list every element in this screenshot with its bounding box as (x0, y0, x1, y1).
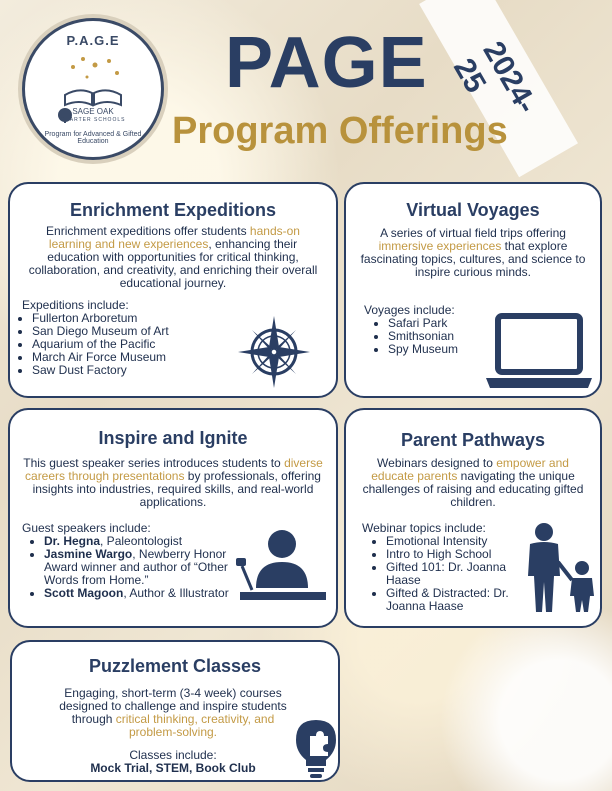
class-list: Mock Trial, STEM, Book Club (90, 761, 256, 775)
compass-rose-icon (236, 314, 312, 390)
speaker-name: Dr. Hegna (44, 534, 101, 548)
page-subtitle: Program Offerings (172, 110, 508, 152)
desc-highlight: immersive experiences (378, 239, 502, 253)
list-lead: Classes include: (129, 748, 217, 762)
card-description (358, 227, 588, 279)
card-title: Virtual Voyages (406, 200, 540, 220)
list-lead: Webinar topics include: (362, 521, 486, 535)
list-item: • Saw Dust Factory (32, 364, 336, 377)
card-title: Puzzlement Classes (88, 656, 262, 676)
logo-school-sub: CHARTER SCHOOLS (60, 117, 126, 123)
list-item: • Intro to High School (386, 548, 536, 561)
list-item: • Emotional Intensity (386, 535, 536, 548)
card-title: Inspire and Ignite (98, 428, 248, 448)
list-item: • Aquarium of the Pacific (32, 338, 336, 351)
list-item: • Smithsonian (388, 330, 600, 343)
list-lead: Voyages include: (364, 303, 455, 317)
list-lead: Expeditions include: (22, 298, 129, 312)
page-title: PAGE (225, 23, 428, 103)
card-description (24, 225, 322, 290)
page-logo (22, 18, 164, 160)
parent-child-icon (522, 522, 600, 614)
desc-highlight: diverse careers through presentations (25, 456, 323, 483)
list-item (44, 587, 234, 600)
card-title: Enrichment Expeditions (69, 200, 277, 220)
webinar-list (346, 535, 536, 613)
card-virtual-voyages (344, 182, 602, 398)
speaker-podium-icon (226, 528, 326, 612)
list-lead: Guest speakers include: (22, 521, 151, 535)
speaker-info: , Newberry Honor Award winner and author of “Other Words from Home.” (44, 547, 228, 587)
speaker-name: Scott Magoon (44, 586, 124, 600)
speaker-list (10, 535, 234, 600)
list-item: • Safari Park (388, 317, 600, 330)
speaker-name: Jasmine Wargo (44, 547, 133, 561)
desc-text: This guest speaker series introduces students to (23, 456, 285, 470)
card-enrichment-expeditions (8, 182, 338, 398)
list-item: • Gifted 101: Dr. Joanna Haase (386, 561, 536, 587)
list-item: • Spy Museum (388, 343, 600, 356)
desc-text: navigating the unique challenges of raising and educating gifted children. (362, 469, 584, 509)
card-description (52, 687, 294, 739)
lightbulb-puzzle-icon (292, 718, 340, 780)
list-item: • Gifted & Distracted: Dr. Joanna Haase (386, 587, 536, 613)
list-item: • San Diego Museum of Art (32, 325, 336, 338)
speaker-info: , Paleontologist (100, 534, 183, 548)
desc-highlight: critical thinking, creativity, and problem-solving. (115, 712, 275, 739)
desc-text: by professionals, offering insights into industries, required skills, and real-world applications. (32, 469, 321, 509)
card-inspire-ignite (8, 408, 338, 628)
list-item (44, 548, 234, 587)
list-item: • March Air Force Museum (32, 351, 336, 364)
card-title: Parent Pathways (400, 430, 546, 450)
desc-text: Enrichment expeditions offer students (46, 224, 247, 238)
card-parent-pathways (344, 408, 602, 628)
desc-text: that explore fascinating topics, cultures, and science to inspire curious minds. (360, 239, 586, 279)
desc-highlight: hands-on learning and new experiences (48, 224, 300, 251)
desc-text: Engaging, short-term (3-4 week) courses designed to challenge and inspire students through (59, 686, 287, 726)
card-description (20, 457, 326, 509)
school-year: 2024-25 (446, 36, 544, 119)
logo-school: SAGE OAK (72, 107, 114, 116)
desc-text: A series of virtual field trips offering (380, 226, 566, 240)
desc-text: , enhancing their education with opportunities for critical thinking, collaboration, and creativity, and enriching their overall educational journey. (28, 237, 318, 290)
list-item: • Fullerton Arboretum (32, 312, 336, 325)
logo-ring-text: Program for Advanced & Gifted Education (44, 131, 142, 145)
laptop-icon (484, 312, 594, 392)
logo-acronym: P.A.G.E (66, 33, 120, 48)
card-puzzlement-classes (10, 640, 340, 782)
desc-highlight: empower and educate parents (371, 456, 569, 483)
speaker-info: , Author & Illustrator (123, 586, 229, 600)
desc-text: Webinars designed to (377, 456, 497, 470)
card-description (356, 457, 590, 509)
